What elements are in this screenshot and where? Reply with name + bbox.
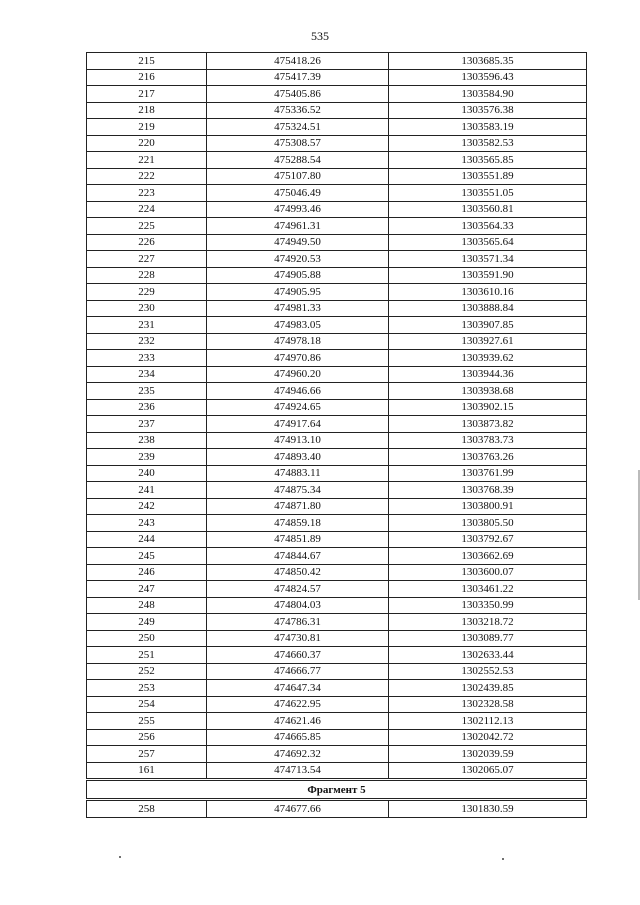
x-coordinate-cell: 475288.54 [207,152,389,169]
point-number-cell: 221 [87,152,207,169]
table-row [87,449,587,466]
y-coordinate-cell: 1303927.61 [389,333,587,350]
coordinates-table [86,52,587,818]
y-coordinate-cell: 1303939.62 [389,350,587,367]
y-coordinate-cell: 1302633.44 [389,647,587,664]
table-row [87,333,587,350]
table-row [87,647,587,664]
y-coordinate-cell: 1302328.58 [389,696,587,713]
y-coordinate-cell: 1303662.69 [389,548,587,565]
table-row [87,465,587,482]
point-number-cell: 242 [87,498,207,515]
x-coordinate-cell: 474622.95 [207,696,389,713]
table-row [87,168,587,185]
point-number-cell: 222 [87,168,207,185]
y-coordinate-cell: 1303551.89 [389,168,587,185]
point-number-cell: 239 [87,449,207,466]
table-row [87,86,587,103]
table-row [87,251,587,268]
point-number-cell: 256 [87,729,207,746]
x-coordinate-cell: 474946.66 [207,383,389,400]
x-coordinate-cell: 474883.11 [207,465,389,482]
point-number-cell: 251 [87,647,207,664]
y-coordinate-cell: 1303800.91 [389,498,587,515]
point-number-cell: 253 [87,680,207,697]
x-coordinate-cell: 474647.34 [207,680,389,697]
y-coordinate-cell: 1303610.16 [389,284,587,301]
y-coordinate-cell: 1302439.85 [389,680,587,697]
table-row [87,218,587,235]
y-coordinate-cell: 1302042.72 [389,729,587,746]
point-number-cell: 245 [87,548,207,565]
table-row [87,581,587,598]
x-coordinate-cell: 474851.89 [207,531,389,548]
point-number-cell: 246 [87,564,207,581]
table-row [87,201,587,218]
table-row [87,548,587,565]
point-number-cell: 223 [87,185,207,202]
x-coordinate-cell: 475405.86 [207,86,389,103]
table-row [87,135,587,152]
x-coordinate-cell: 474875.34 [207,482,389,499]
table-row [87,432,587,449]
x-coordinate-cell: 475336.52 [207,102,389,119]
y-coordinate-cell: 1301830.59 [389,800,587,818]
point-number-cell: 230 [87,300,207,317]
x-coordinate-cell: 474692.32 [207,746,389,763]
table-row [87,234,587,251]
x-coordinate-cell: 474859.18 [207,515,389,532]
x-coordinate-cell: 474893.40 [207,449,389,466]
table-row [87,284,587,301]
point-number-cell: 238 [87,432,207,449]
table-row [87,663,587,680]
table-row [87,531,587,548]
x-coordinate-cell: 475417.39 [207,69,389,86]
point-number-cell: 241 [87,482,207,499]
point-number-cell: 218 [87,102,207,119]
x-coordinate-cell: 474905.88 [207,267,389,284]
page-number: 535 [311,29,329,43]
point-number-cell: 249 [87,614,207,631]
y-coordinate-cell: 1302112.13 [389,713,587,730]
point-number-cell: 244 [87,531,207,548]
table-row [87,267,587,284]
x-coordinate-cell: 474981.33 [207,300,389,317]
y-coordinate-cell: 1303218.72 [389,614,587,631]
coordinates-table-body [87,53,587,818]
point-number-cell: 227 [87,251,207,268]
table-row [87,762,587,780]
scan-speck [119,856,121,858]
table-row [87,185,587,202]
table-row [87,416,587,433]
table-row [87,317,587,334]
x-coordinate-cell: 474730.81 [207,630,389,647]
point-number-cell: 248 [87,597,207,614]
point-number-cell: 237 [87,416,207,433]
table-row [87,729,587,746]
y-coordinate-cell: 1303805.50 [389,515,587,532]
table-row [87,746,587,763]
point-number-cell: 232 [87,333,207,350]
y-coordinate-cell: 1303089.77 [389,630,587,647]
table-row [87,498,587,515]
table-row [87,383,587,400]
x-coordinate-cell: 474961.31 [207,218,389,235]
y-coordinate-cell: 1303685.35 [389,53,587,70]
x-coordinate-cell: 474978.18 [207,333,389,350]
table-row [87,696,587,713]
point-number-cell: 243 [87,515,207,532]
y-coordinate-cell: 1303873.82 [389,416,587,433]
point-number-cell: 257 [87,746,207,763]
x-coordinate-cell: 475046.49 [207,185,389,202]
y-coordinate-cell: 1303596.43 [389,69,587,86]
point-number-cell: 233 [87,350,207,367]
x-coordinate-cell: 474993.46 [207,201,389,218]
y-coordinate-cell: 1303600.07 [389,564,587,581]
point-number-cell: 236 [87,399,207,416]
y-coordinate-cell: 1303576.38 [389,102,587,119]
x-coordinate-cell: 474871.80 [207,498,389,515]
point-number-cell: 258 [87,800,207,818]
y-coordinate-cell: 1303888.84 [389,300,587,317]
y-coordinate-cell: 1303938.68 [389,383,587,400]
table-row [87,152,587,169]
point-number-cell: 228 [87,267,207,284]
x-coordinate-cell: 474713.54 [207,762,389,780]
y-coordinate-cell: 1303761.99 [389,465,587,482]
y-coordinate-cell: 1303565.64 [389,234,587,251]
y-coordinate-cell: 1303768.39 [389,482,587,499]
point-number-cell: 224 [87,201,207,218]
x-coordinate-cell: 474905.95 [207,284,389,301]
x-coordinate-cell: 474665.85 [207,729,389,746]
y-coordinate-cell: 1303582.53 [389,135,587,152]
y-coordinate-cell: 1303591.90 [389,267,587,284]
x-coordinate-cell: 474970.86 [207,350,389,367]
table-row [87,399,587,416]
table-row [87,119,587,136]
x-coordinate-cell: 475308.57 [207,135,389,152]
y-coordinate-cell: 1303350.99 [389,597,587,614]
x-coordinate-cell: 474804.03 [207,597,389,614]
point-number-cell: 226 [87,234,207,251]
point-number-cell: 220 [87,135,207,152]
x-coordinate-cell: 475107.80 [207,168,389,185]
y-coordinate-cell: 1303461.22 [389,581,587,598]
point-number-cell: 229 [87,284,207,301]
point-number-cell: 234 [87,366,207,383]
table-row [87,102,587,119]
y-coordinate-cell: 1303560.81 [389,201,587,218]
x-coordinate-cell: 474850.42 [207,564,389,581]
y-coordinate-cell: 1303564.33 [389,218,587,235]
point-number-cell: 247 [87,581,207,598]
table-row [87,300,587,317]
table-row [87,515,587,532]
x-coordinate-cell: 474913.10 [207,432,389,449]
y-coordinate-cell: 1303763.26 [389,449,587,466]
y-coordinate-cell: 1302065.07 [389,762,587,780]
table-row [87,69,587,86]
table-row [87,713,587,730]
scan-speck [502,858,504,860]
table-row [87,680,587,697]
point-number-cell: 225 [87,218,207,235]
point-number-cell: 235 [87,383,207,400]
y-coordinate-cell: 1303584.90 [389,86,587,103]
table-row [87,800,587,818]
y-coordinate-cell: 1303583.19 [389,119,587,136]
point-number-cell: 215 [87,53,207,70]
x-coordinate-cell: 474983.05 [207,317,389,334]
x-coordinate-cell: 474949.50 [207,234,389,251]
x-coordinate-cell: 474920.53 [207,251,389,268]
x-coordinate-cell: 474621.46 [207,713,389,730]
x-coordinate-cell: 474677.66 [207,800,389,818]
x-coordinate-cell: 474924.65 [207,399,389,416]
x-coordinate-cell: 475418.26 [207,53,389,70]
y-coordinate-cell: 1302552.53 [389,663,587,680]
x-coordinate-cell: 474960.20 [207,366,389,383]
point-number-cell: 254 [87,696,207,713]
table-row [87,53,587,70]
section-title: Фрагмент 5 [87,780,587,800]
table-row [87,614,587,631]
table-row [87,597,587,614]
x-coordinate-cell: 474786.31 [207,614,389,631]
point-number-cell: 216 [87,69,207,86]
y-coordinate-cell: 1303902.15 [389,399,587,416]
point-number-cell: 250 [87,630,207,647]
y-coordinate-cell: 1303944.36 [389,366,587,383]
section-header-row [87,780,587,800]
table-row [87,564,587,581]
y-coordinate-cell: 1303571.34 [389,251,587,268]
x-coordinate-cell: 474917.64 [207,416,389,433]
point-number-cell: 231 [87,317,207,334]
x-coordinate-cell: 474666.77 [207,663,389,680]
point-number-cell: 252 [87,663,207,680]
y-coordinate-cell: 1303565.85 [389,152,587,169]
point-number-cell: 219 [87,119,207,136]
x-coordinate-cell: 474824.57 [207,581,389,598]
x-coordinate-cell: 475324.51 [207,119,389,136]
table-row [87,482,587,499]
table-row [87,630,587,647]
table-row [87,350,587,367]
point-number-cell: 161 [87,762,207,780]
y-coordinate-cell: 1303907.85 [389,317,587,334]
x-coordinate-cell: 474660.37 [207,647,389,664]
table-row [87,366,587,383]
point-number-cell: 217 [87,86,207,103]
y-coordinate-cell: 1302039.59 [389,746,587,763]
x-coordinate-cell: 474844.67 [207,548,389,565]
point-number-cell: 255 [87,713,207,730]
y-coordinate-cell: 1303783.73 [389,432,587,449]
y-coordinate-cell: 1303551.05 [389,185,587,202]
y-coordinate-cell: 1303792.67 [389,531,587,548]
point-number-cell: 240 [87,465,207,482]
